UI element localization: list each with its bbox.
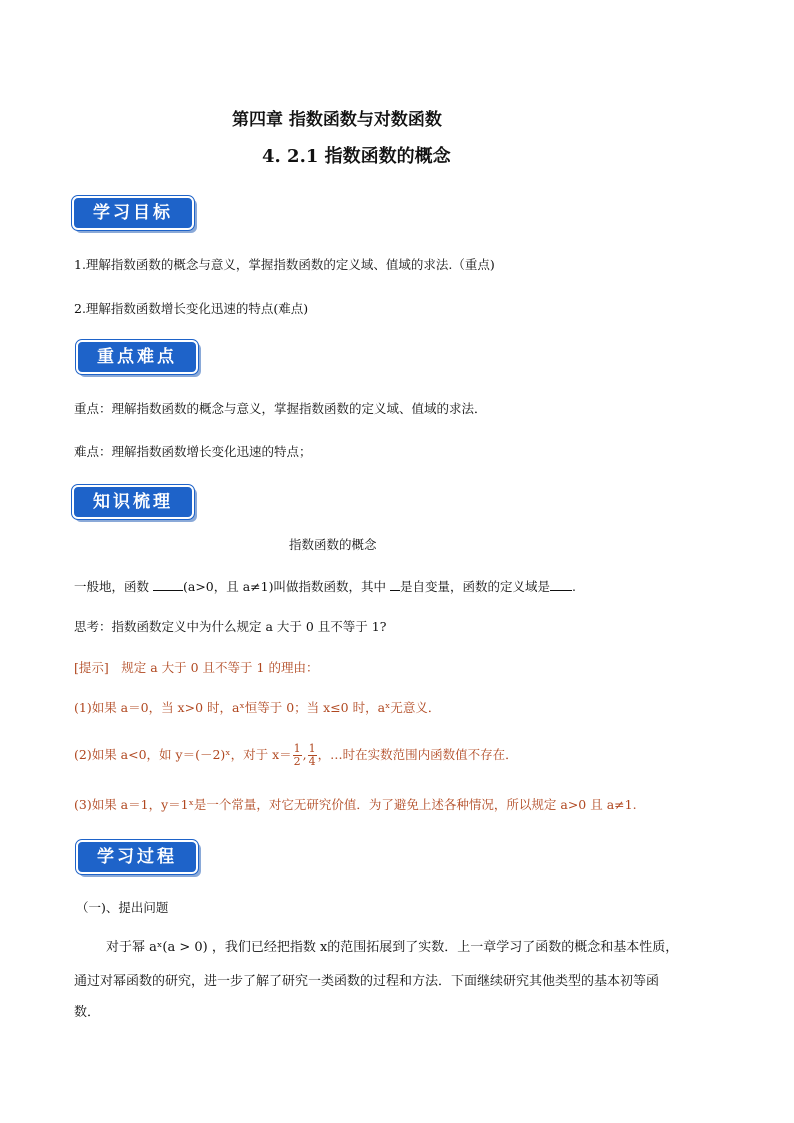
definition-middle: 是自变量，函数的定义域是 [399,579,550,594]
objective-item-2: 2.理解指数函数增长变化迅速的特点(难点) [74,301,309,316]
definition-prefix: 一般地，函数 [74,579,153,594]
fraction-quarter: $\frac{1}{4}$ [308,742,316,768]
intro-line-2: 通过对幂函数的研究，进一步了解了研究一类函数的过程和方法．下面继续研究其他类型的基本初等函 [74,974,660,989]
process-badge: 学习过程 [76,840,198,874]
intro-line-1: 对于幂 aˣ(a > 0) ，我们已经把指数 x的范围拓展到了实数．上一章学习了函数的概念和基本性质， [106,940,679,955]
objective-item-1: 1.理解指数函数的概念与意义，掌握指数函数的定义域、值域的求法.（重点) [74,257,495,272]
definition-condition: (a>0，且 a≠1)叫做指数函数，其中 [182,579,390,594]
fraction-half: $\frac{1}{2}$ [293,742,301,768]
case-2-suffix: ，…时在实数范围内函数值不存在． [317,747,518,762]
definition-end: . [571,579,576,594]
step-title: （一)、提出问题 [76,900,169,915]
knowledge-subtitle: 指数函数的概念 [289,537,377,552]
intro-line-3: 数． [74,1005,101,1020]
function-blank[interactable] [153,590,183,591]
chapter-title: 第四章 指数函数与对数函数 [232,110,442,130]
key-points-badge: 重点难点 [76,340,198,374]
case-1: (1)如果 a＝0，当 x>0 时，aˣ恒等于 0；当 x≤0 时，aˣ无意义． [74,700,441,715]
think-question: 思考：指数函数定义中为什么规定 a 大于 0 且不等于 1? [74,619,387,634]
variable-blank[interactable] [390,590,400,591]
objectives-badge: 学习目标 [72,196,194,230]
definition-line [74,577,576,595]
difficulty-text: 难点：理解指数函数增长变化迅速的特点； [74,444,312,459]
case-2: (2)如果 a<0，如 y＝(－2)ˣ，对于 x＝ $\frac{1}{2}$ , $\frac{1}{4}$ ，…时在实数范围内函数值不存在． [74,742,518,768]
section-title: 4. 2.1 指数函数的概念 [262,146,451,167]
case-2-prefix: (2)如果 a<0，如 y＝(－2)ˣ，对于 x＝ [74,747,292,762]
focus-text: 重点：理解指数函数的概念与意义，掌握指数函数的定义域、值域的求法． [74,401,487,416]
domain-blank[interactable] [550,590,572,591]
knowledge-badge: 知识梳理 [72,485,194,519]
case-3: (3)如果 a＝1，y＝1ˣ是一个常量，对它无研究价值．为了避免上述各种情况，所以规定 a>0 且 a≠1. [74,797,637,812]
hint-text: [提示] 规定 a 大于 0 且不等于 1 的理由： [74,660,319,675]
